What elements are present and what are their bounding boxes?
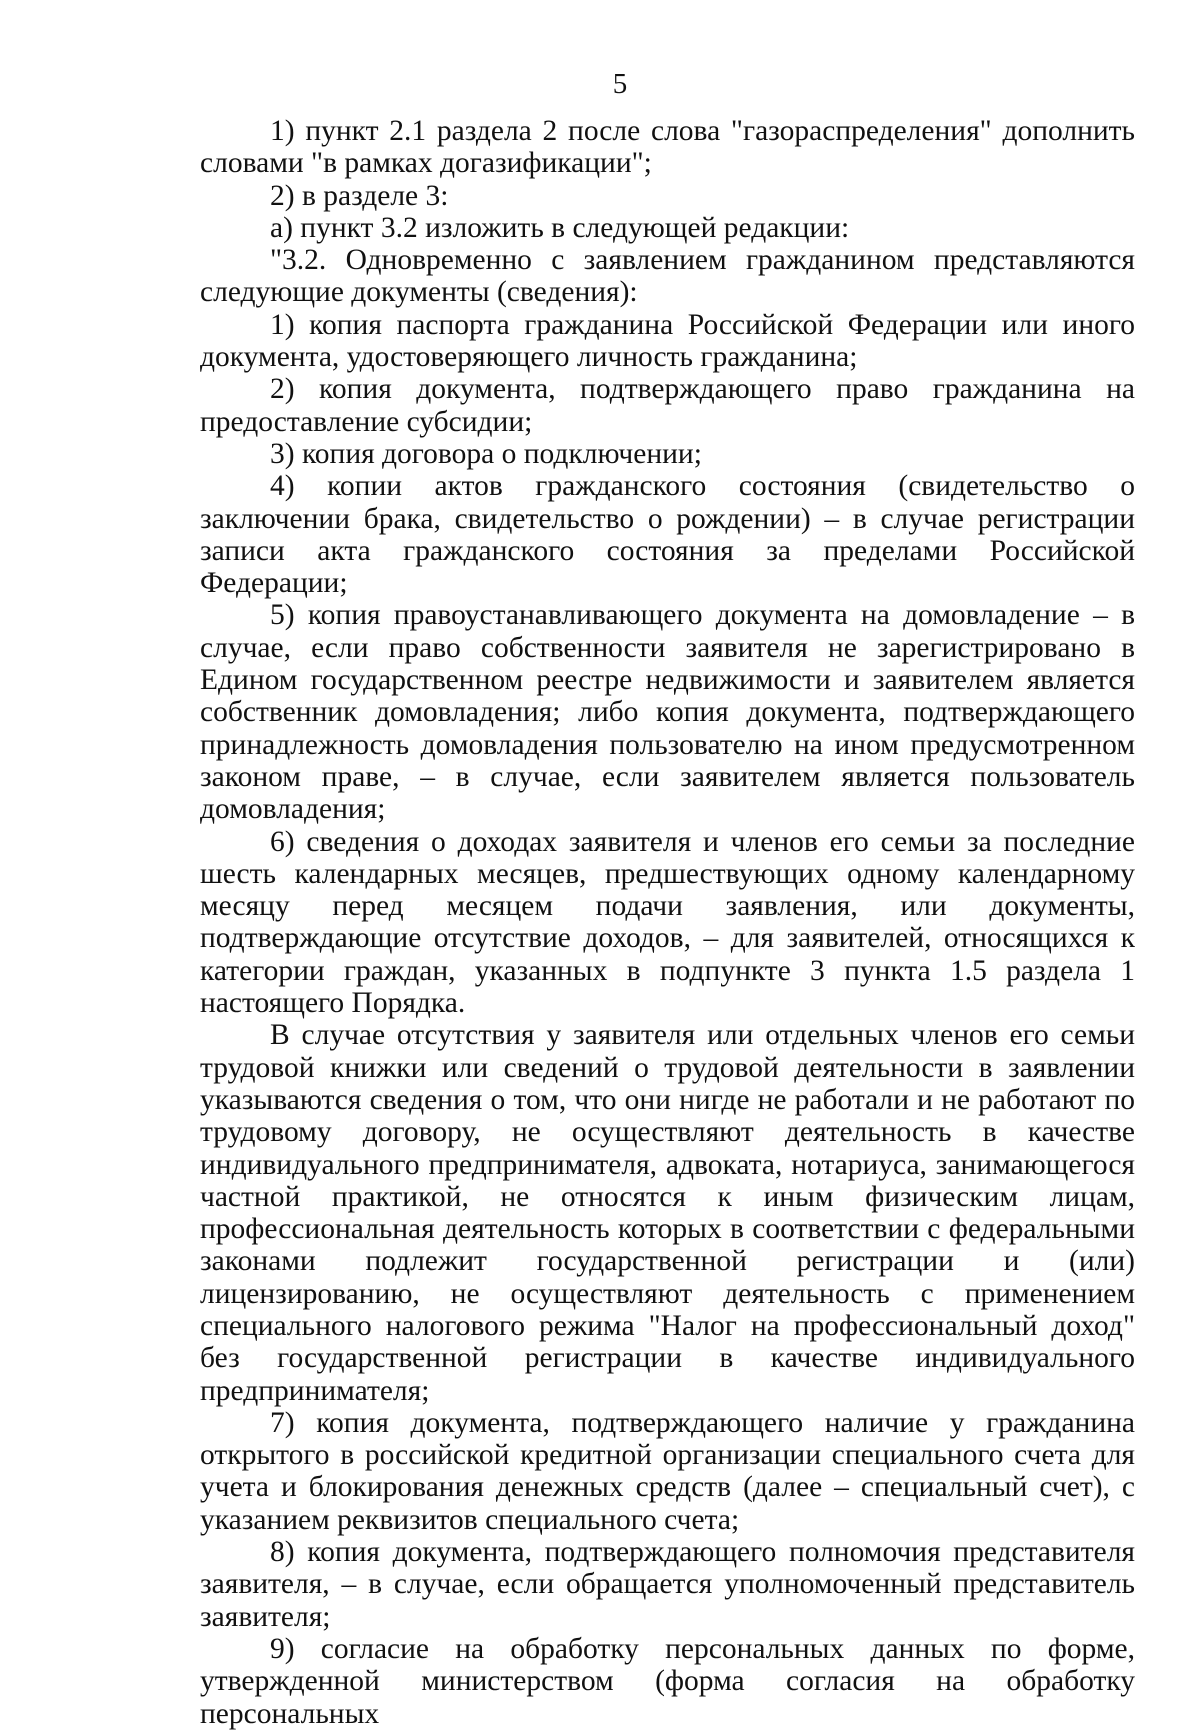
- paragraph-clause-3-2: "3.2. Одновременно с заявлением гражданином представляются следующие документы (сведения):: [200, 244, 1135, 309]
- paragraph-absence-note: В случае отсутствия у заявителя или отдельных членов его семьи трудовой книжки или сведений о трудовой деятельности в заявлении указываются сведения о том, что они нигде не работали и не работают по трудовому договору, не осуществляют деятельность в качестве индивидуального предпринимателя, адвоката, нотариуса, занимающегося частной практикой, не относятся к иным физическим лицам, профессиональная деятельность которых в соответствии с федеральными законами подлежит государственной регистрации и (или) лицензированию, не осуществляют деятельность с применением специального налогового режима "Налог на профессиональный доход" без государственной регистрации в качестве индивидуального предпринимателя;: [200, 1019, 1135, 1407]
- paragraph-doc-5: 5) копия правоустанавливающего документа на домовладение – в случае, если право собственности заявителя не зарегистрировано в Едином государственном реестре недвижимости и заявителем является собственник домовладения; либо копия документа, подтверждающего принадлежность домовладения пользователю на ином предусмотренном законом праве, – в случае, если заявителем является пользователь домовладения;: [200, 599, 1135, 826]
- document-body: [200, 115, 1135, 1730]
- page-number: 5: [612, 68, 628, 100]
- paragraph-subitem-a: а) пункт 3.2 изложить в следующей редакции:: [270, 211, 850, 244]
- paragraph-doc-3: 3) копия договора о подключении;: [270, 437, 702, 470]
- paragraph-doc-6: 6) сведения о доходах заявителя и членов его семьи за последние шесть календарных месяцев, предшествующих одному календарному месяцу перед месяцем подачи заявления, или документы, подтверждающие отсутствие доходов, – для заявителей, относящихся к категории граждан, указанных в подпункте 3 пункта 1.5 раздела 1 настоящего Порядка.: [200, 825, 1135, 1020]
- paragraph-section-3: 2) в разделе 3:: [270, 179, 449, 212]
- paragraph-doc-9: 9) согласие на обработку персональных данных по форме, утвержденной министерством (форма согласия на обработку персональных: [200, 1632, 1135, 1730]
- paragraph-doc-2: 2) копия документа, подтверждающего право гражданина на предоставление субсидии;: [200, 373, 1135, 438]
- paragraph-doc-1: 1) копия паспорта гражданина Российской Федерации или иного документа, удостоверяющего личность гражданина;: [200, 308, 1135, 374]
- paragraph-item-1: 1) пункт 2.1 раздела 2 после слова "газораспределения" дополнить словами "в рамках догазификации";: [200, 115, 1135, 180]
- paragraph-doc-7: 7) копия документа, подтверждающего наличие у гражданина открытого в российской кредитной организации специального счета для учета и блокирования денежных средств (далее – специальный счет), с указанием реквизитов специального счета;: [200, 1406, 1135, 1536]
- paragraph-doc-4: 4) копии актов гражданского состояния (свидетельство о заключении брака, свидетельство о рождении) – в случае регистрации записи акта гражданского состояния за пределами Российской Федерации;: [200, 470, 1135, 600]
- paragraph-doc-8: 8) копия документа, подтверждающего полномочия представителя заявителя, – в случае, если обращается уполномоченный представитель заявителя;: [200, 1536, 1135, 1633]
